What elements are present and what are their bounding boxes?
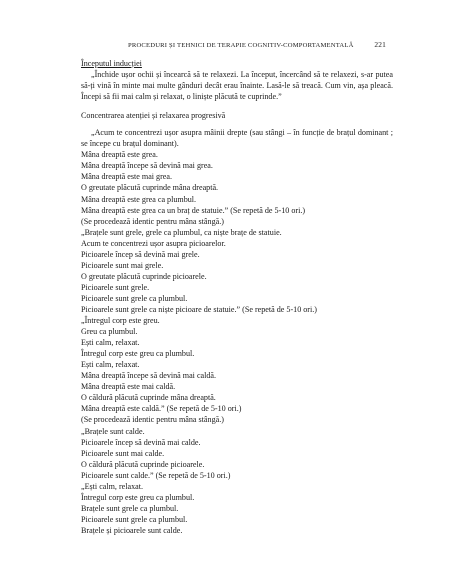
instruction-line: „Ești calm, relaxat. bbox=[81, 481, 144, 491]
instruction-line: Picioarele sunt grele ca plumbul. bbox=[81, 293, 188, 303]
instruction-line: Mâna dreaptă este caldă.” (Se repetă de 5-10 ori.) bbox=[81, 404, 242, 414]
instruction-line: Greu ca plumbul. bbox=[81, 327, 138, 337]
instruction-line: Picioarele sunt grele ca plumbul. bbox=[81, 514, 188, 524]
instruction-line: Picioarele sunt grele. bbox=[81, 282, 150, 292]
instruction-line: Întregul corp este greu ca plumbul. bbox=[81, 492, 195, 502]
section-title-induction: Începutul inducției bbox=[81, 59, 142, 68]
instruction-line: Mâna dreaptă este grea ca plumbul. bbox=[81, 194, 197, 204]
instruction-line: Mâna dreaptă începe să devină mai caldă. bbox=[81, 371, 217, 381]
instruction-lines bbox=[81, 149, 393, 536]
section-title-relaxation: Concentrarea atenției și relaxarea progresivă bbox=[81, 111, 226, 121]
instruction-line: Ești calm, relaxat. bbox=[81, 338, 140, 348]
page-number: 221 bbox=[374, 40, 386, 49]
instruction-line: O căldură plăcută cuprinde picioarele. bbox=[81, 459, 205, 469]
instruction-line: Brațele sunt grele ca plumbul. bbox=[81, 503, 179, 513]
instruction-line: Brațele și picioarele sunt calde. bbox=[81, 525, 183, 535]
running-header bbox=[128, 40, 386, 49]
instruction-line: Mâna dreaptă este grea ca un braț de statuie.” (Se repetă de 5-10 ori.) bbox=[81, 205, 306, 215]
instruction-line: Mâna dreaptă începe să devină mai grea. bbox=[81, 161, 213, 171]
instruction-line: „Brațele sunt grele, grele ca plumbul, ca niște brațe de statuie. bbox=[81, 227, 282, 237]
page-body bbox=[81, 58, 393, 536]
instruction-line: Picioarele sunt mai grele. bbox=[81, 260, 164, 270]
instruction-line: Ești calm, relaxat. bbox=[81, 360, 140, 370]
instruction-line: Picioarele încep să devină mai calde. bbox=[81, 437, 201, 447]
instruction-line: Picioarele încep să devină mai grele. bbox=[81, 249, 200, 259]
instruction-line: Acum te concentrezi ușor asupra picioarelor. bbox=[81, 238, 226, 248]
induction-paragraph: „Închide ușor ochii și încearcă să te relaxezi. La început, încercând să te relaxezi, s-ar putea să-ți vină în minte mai multe gânduri decât erau înainte. Lasă-le să treacă. Cum vin, așa pleacă. Începi să fii mai calm și relaxat, o liniște plăcută te cuprinde.” bbox=[81, 70, 393, 102]
instruction-line: Picioarele sunt grele ca niște picioare de statuie.” (Se repetă de 5-10 ori.) bbox=[81, 304, 317, 314]
relaxation-intro: „Acum te concentrezi ușor asupra mâinii drepte (sau stângi – în funcție de brațul dominant ; se începe cu brațul dominant). bbox=[81, 128, 393, 149]
running-title: PROCEDURI ȘI TEHNICI DE TERAPIE COGNITIV-COMPORTAMENTALĂ bbox=[128, 42, 354, 49]
instruction-line: Picioarele sunt calde.” (Se repetă de 5-10 ori.) bbox=[81, 470, 231, 480]
instruction-line: Întregul corp este greu ca plumbul. bbox=[81, 349, 195, 359]
instruction-line: O căldură plăcută cuprinde mâna dreaptă. bbox=[81, 393, 216, 403]
instruction-line: Mâna dreaptă este mai caldă. bbox=[81, 382, 176, 392]
instruction-line: (Se procedează identic pentru mâna stângă.) bbox=[81, 415, 224, 425]
instruction-line: Mâna dreaptă este mai grea. bbox=[81, 172, 173, 182]
section-spacer bbox=[81, 102, 393, 110]
instruction-line: „Brațele sunt calde. bbox=[81, 426, 145, 436]
instruction-line: O greutate plăcută cuprinde mâna dreaptă. bbox=[81, 183, 219, 193]
instruction-line: Mâna dreaptă este grea. bbox=[81, 150, 158, 160]
instruction-line: „Întregul corp este greu. bbox=[81, 316, 160, 326]
instruction-line: (Se procedează identic pentru mâna stângă.) bbox=[81, 216, 224, 226]
instruction-line: Picioarele sunt mai calde. bbox=[81, 448, 165, 458]
instruction-line: O greutate plăcută cuprinde picioarele. bbox=[81, 271, 207, 281]
